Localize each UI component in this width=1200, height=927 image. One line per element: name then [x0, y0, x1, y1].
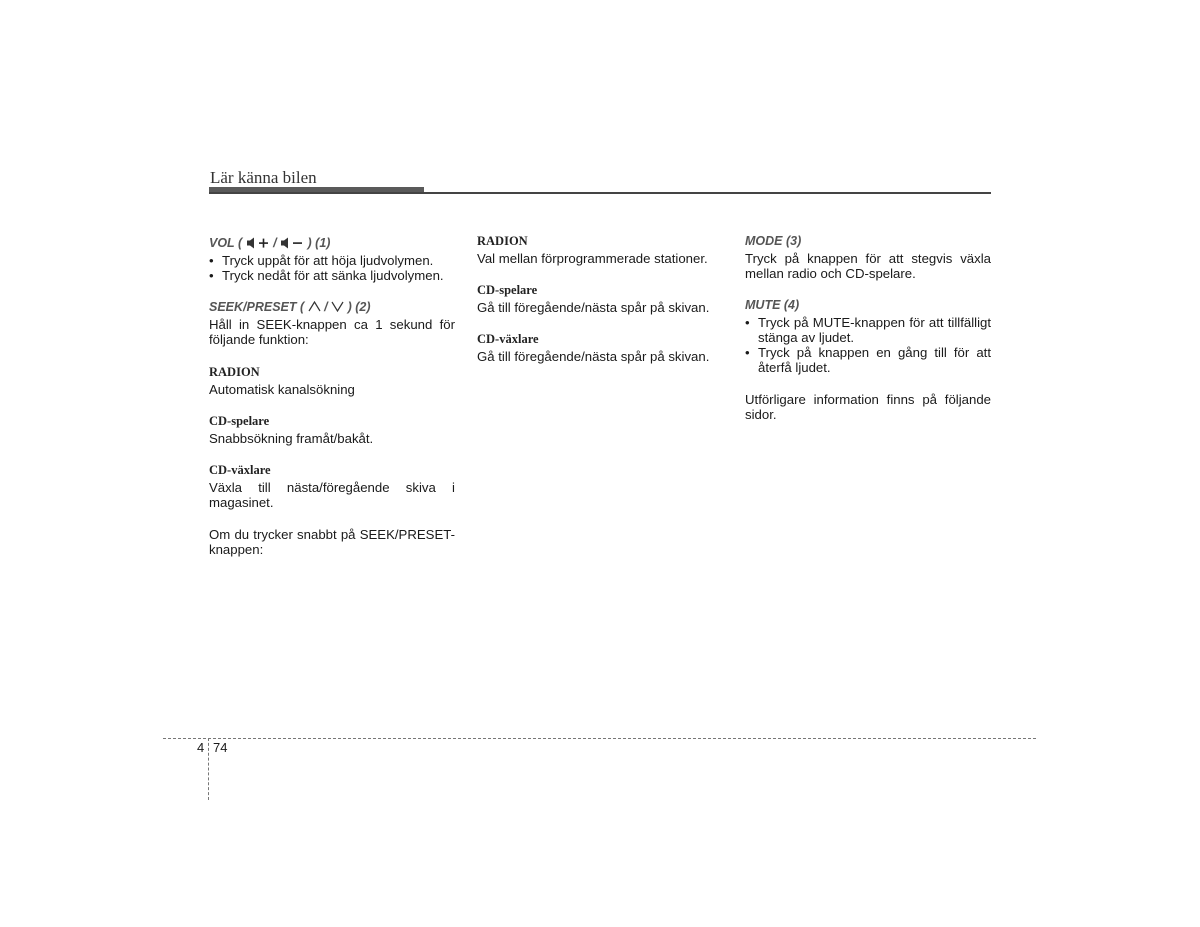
cd-changer-text: Växla till nästa/föregående skiva i magasinet. [209, 480, 455, 510]
column-1 [209, 236, 455, 574]
footer-divider [163, 738, 1036, 739]
radion-text: Automatisk kanalsökning [209, 382, 355, 397]
cd-player-text: Snabbsökning framåt/bakåt. [209, 431, 374, 446]
column-2 [477, 234, 723, 381]
cd-changer-heading: CD-växlare [477, 332, 539, 346]
mode-text: Tryck på knappen för att stegvis växla mellan radio och CD-spelare. [745, 251, 991, 281]
cd-changer-heading: CD-växlare [209, 463, 271, 477]
seek-preset-heading: SEEK/PRESET ( / ) (2) [209, 300, 371, 314]
radion-heading: RADION [477, 234, 528, 248]
mute-bullet-list [745, 315, 991, 375]
cd-player-text: Gå till föregående/nästa spår på skivan. [477, 300, 710, 315]
mode-heading: MODE (3) [745, 234, 802, 248]
vol-bullet-list [209, 253, 455, 283]
chevron-down-icon [331, 301, 344, 312]
speaker-volume-up-icon [246, 237, 270, 249]
radion-text: Val mellan förprogrammerade stationer. [477, 251, 708, 266]
page-title: Lär känna bilen [210, 168, 317, 187]
header-rule [209, 192, 991, 194]
chevron-up-icon [308, 301, 321, 312]
chapter-number: 4 [197, 740, 205, 755]
radion-heading: RADION [209, 365, 260, 379]
cd-player-heading: CD-spelare [209, 414, 270, 428]
footer-vertical-divider [208, 738, 209, 800]
list-item: • Tryck nedåt för att sänka ljudvolymen. [209, 268, 455, 283]
speaker-volume-down-icon [280, 237, 304, 249]
list-item: • Tryck på knappen en gång till för att återfå ljudet. [745, 345, 991, 375]
more-info-text: Utförligare information finns på följande sidor. [745, 392, 991, 422]
page-number: 74 [213, 740, 228, 755]
column-3 [745, 234, 991, 439]
cd-changer-text: Gå till föregående/nästa spår på skivan. [477, 349, 710, 364]
seek-intro-text: Håll in SEEK-knappen ca 1 sekund för följande funktion: [209, 317, 455, 347]
vol-heading: VOL ( / ) (1) [209, 236, 331, 250]
seek-short-press-text: Om du trycker snabbt på SEEK/PRESET-knappen: [209, 527, 455, 557]
list-item: • Tryck på MUTE-knappen för att tillfälligt stänga av ljudet. [745, 315, 991, 345]
list-item: • Tryck uppåt för att höja ljudvolymen. [209, 253, 455, 268]
cd-player-heading: CD-spelare [477, 283, 538, 297]
mute-heading: MUTE (4) [745, 298, 800, 312]
